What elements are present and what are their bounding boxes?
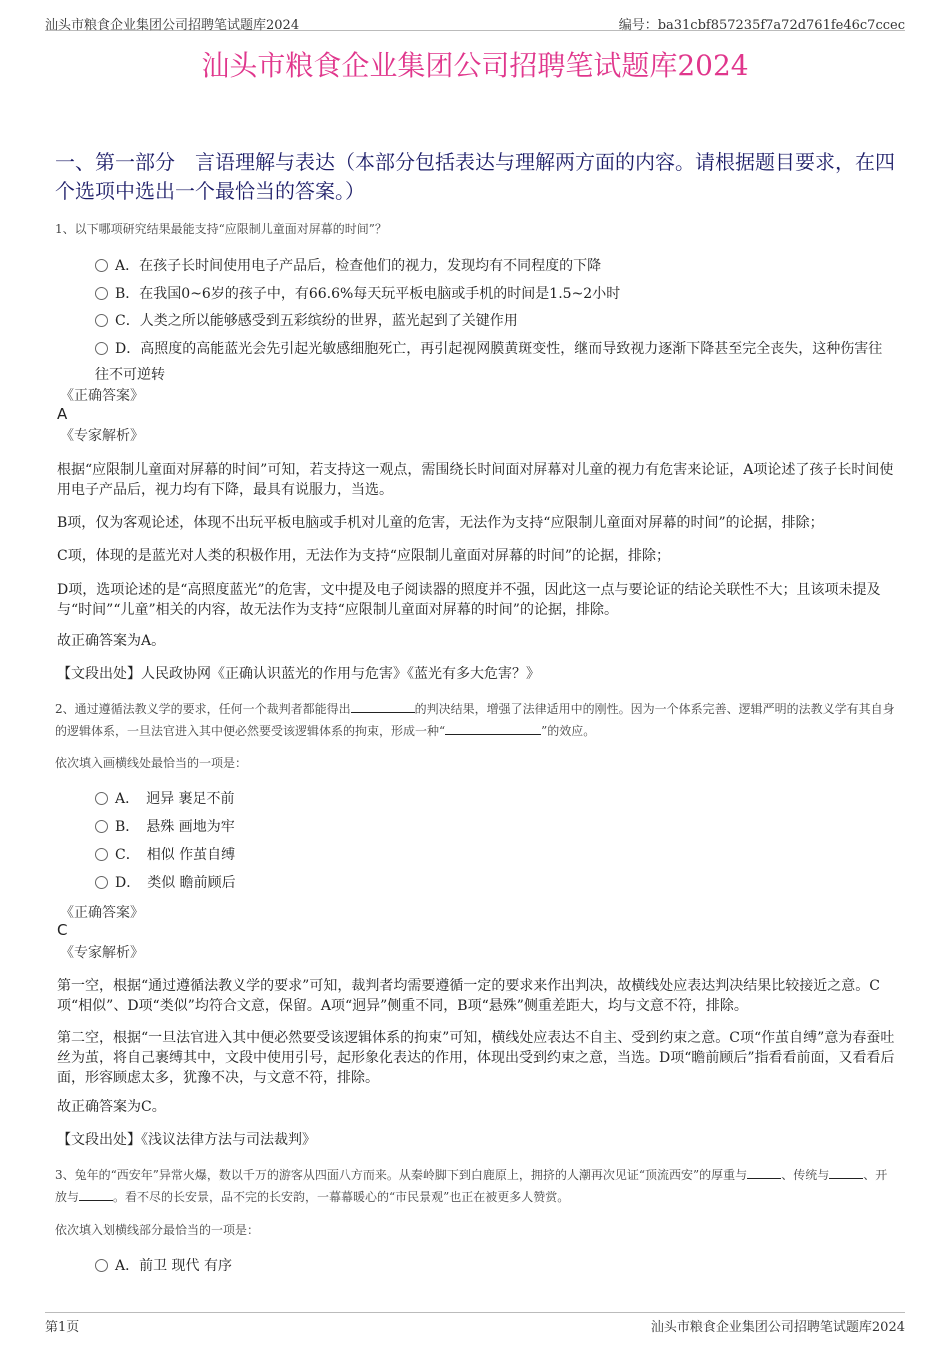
q1-conclusion: 故正确答案为A。	[57, 633, 166, 649]
question-2-stem: 2、通过遵循法教义学的要求，任何一个裁判者都能得出 的判决结果，增强了法律适用中的刚性。因为一个体系完善、逻辑严明的法教义学有其自身的逻辑体系，一旦法官进入其中便必然要受该逻辑体系的拘束，形成一种“ ”的效应。	[55, 702, 895, 738]
fill-blank	[79, 1200, 113, 1201]
q1-analysis-para-2: B项，仅为客观论述，体现不出玩平板电脑或手机对儿童的危害，无法作为支持“应限制儿童面对屏幕的时间”的论据，排除；	[57, 515, 824, 531]
radio-icon[interactable]	[95, 314, 108, 327]
footer-doc-title: 汕头市粮食企业集团公司招聘笔试题库2024	[650, 1320, 905, 1335]
q2-source: 【文段出处】《浅议法律方法与司法裁判》	[57, 1132, 316, 1148]
q2-answer: C	[57, 921, 68, 939]
radio-icon[interactable]	[95, 1259, 108, 1272]
q2-correct-label: 《正确答案》	[60, 905, 144, 921]
q2-instruction: 依次填入画横线处最恰当的一项是：	[55, 756, 248, 770]
fill-blank	[829, 1178, 863, 1179]
q1-source: 【文段出处】人民政协网《正确认识蓝光的作用与危害》《蓝光有多大危害？》	[57, 666, 540, 682]
header-doc-id: 编号：ba31cbf857235f7a72d761fe46c7ccec	[618, 18, 905, 33]
q1-analysis-label: 《专家解析》	[60, 428, 144, 444]
q2-option-a[interactable]: A． 迥异 裹足不前	[95, 786, 895, 812]
radio-icon[interactable]	[95, 820, 108, 833]
page-title: 汕头市粮食企业集团公司招聘笔试题库2024	[201, 49, 749, 82]
q1-analysis-para-4: D项，选项论述的是“高照度蓝光”的危害，文中提及电子阅读器的照度并不强，因此这一点与要论证的结论关联性不大；且该项未提及与“时间”“儿童”相关的内容，故无法作为支持“应限制儿童面对屏幕的时间”的论据，排除。	[57, 582, 881, 618]
page-header	[45, 8, 905, 31]
fill-blank	[445, 734, 541, 735]
q1-option-b[interactable]: B．在我国0~6岁的孩子中，有66.6%每天玩平板电脑或手机的时间是1.5~2小时	[95, 281, 895, 307]
fill-blank	[747, 1178, 781, 1179]
q2-analysis-para-2: 第二空，根据“一旦法官进入其中便必然要受该逻辑体系的拘束”可知，横线处应表达不自主、受到约束之意。C项“作茧自缚”意为春蚕吐丝为茧，将自己裹缚其中，文段中使用引号，起形象化表达的作用，体现出受到约束之意，当选。D项“瞻前顾后”指看看前面，又看看后面，形容顾虑太多，犹豫不决，与文意不符，排除。	[57, 1030, 895, 1086]
q2-option-b[interactable]: B． 悬殊 画地为牢	[95, 814, 895, 840]
section-title: 一、第一部分 言语理解与表达（本部分包括表达与理解两方面的内容。请根据题目要求，在四个选项中选出一个最恰当的答案。）	[55, 150, 895, 203]
q1-correct-label: 《正确答案》	[60, 388, 144, 404]
fill-blank	[351, 712, 415, 713]
radio-icon[interactable]	[95, 287, 108, 300]
question-1-stem: 1、以下哪项研究结果最能支持“应限制儿童面对屏幕的时间”？	[55, 222, 387, 236]
q3-option-a[interactable]: A．前卫 现代 有序	[95, 1253, 895, 1279]
q1-option-c[interactable]: C．人类之所以能够感受到五彩缤纷的世界，蓝光起到了关键作用	[95, 308, 895, 334]
q1-answer: A	[57, 405, 68, 423]
q1-option-a[interactable]: A．在孩子长时间使用电子产品后，检查他们的视力，发现均有不同程度的下降	[95, 253, 895, 279]
q2-conclusion: 故正确答案为C。	[57, 1099, 166, 1115]
radio-icon[interactable]	[95, 259, 108, 272]
header-doc-title: 汕头市粮食企业集团公司招聘笔试题库2024	[45, 18, 300, 33]
q2-analysis-para-1: 第一空，根据“通过遵循法教义学的要求”可知，裁判者均需要遵循一定的要求来作出判决，故横线处应表达判决结果比较接近之意。C项“相似”、D项“类似”均符合文意，保留。A项“迥异”侧重不同，B项“悬殊”侧重差距大，均与文意不符，排除。	[57, 978, 881, 1014]
radio-icon[interactable]	[95, 342, 108, 355]
q1-analysis-para-1: 根据“应限制儿童面对屏幕的时间”可知，若支持这一观点，需围绕长时间面对屏幕对儿童的视力有危害来论证，A项论述了孩子长时间使用电子产品后，视力均有下降，最具有说服力，当选。	[57, 462, 894, 498]
q2-analysis-label: 《专家解析》	[60, 945, 144, 961]
radio-icon[interactable]	[95, 848, 108, 861]
page-footer	[45, 1312, 905, 1335]
q1-analysis-para-3: C项，体现的是蓝光对人类的积极作用，无法作为支持“应限制儿童面对屏幕的时间”的论据，排除；	[57, 548, 671, 564]
q3-instruction: 依次填入划横线部分最恰当的一项是：	[55, 1223, 260, 1237]
page-number: 第1页	[45, 1320, 80, 1335]
q1-option-d[interactable]: D．高照度的高能蓝光会先引起光敏感细胞死亡，再引起视网膜黄斑变性，继而导致视力逐渐下降甚至完全丧失，这种伤害往往不可逆转	[95, 341, 883, 383]
question-3-stem: 3、兔年的“西安年”异常火爆，数以千万的游客从四面八方而来。从秦岭脚下到白鹿原上，拥挤的人潮再次见证“顶流西安”的厚重与 、传统与 、开放与 。看不尽的长安景，品不完的长安韵，一幕幕暖心的“市民景观”也正在被更多人赞赏。	[55, 1168, 888, 1204]
q2-option-d[interactable]: D． 类似 瞻前顾后	[95, 870, 895, 896]
radio-icon[interactable]	[95, 876, 108, 889]
radio-icon[interactable]	[95, 792, 108, 805]
q2-option-c[interactable]: C． 相似 作茧自缚	[95, 842, 895, 868]
